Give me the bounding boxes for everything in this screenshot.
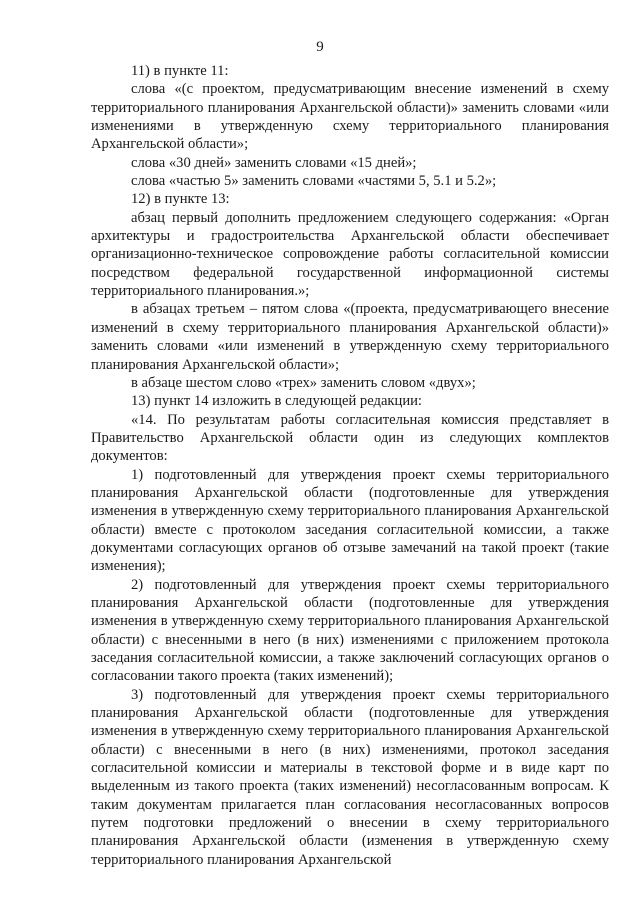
paragraph: слова «частью 5» заменить словами «частями 5, 5.1 и 5.2»;: [131, 173, 497, 190]
paragraph: слова «(с проектом, предусматривающим внесение изменений в схему территориального планирования Архангельской области)» заменить словами «или изменениями в утвержденную схему территориального планирования Архангельской области»;: [91, 81, 609, 153]
paragraph: в абзацах третьем – пятом слова «(проекта, предусматривающего внесение изменений в схему территориального планирования Архангельской области)» заменить словами «или изменений в утвержденную схему территориального планирования Архангельской области»;: [91, 301, 609, 373]
paragraph: 13) пункт 14 изложить в следующей редакции:: [131, 393, 422, 410]
paragraph: в абзаце шестом слово «трех» заменить словом «двух»;: [131, 374, 476, 391]
paragraph: 1) подготовленный для утверждения проект схемы территориального планирования Архангельской области (подготовленные для утверждения изменения в утвержденную схему территориального планирования Архангельской области) вместе с протоколом заседания согласительной комиссии, а также документами согласующих органов об отзыве замечаний на такой проект (такие изменения);: [91, 466, 609, 575]
page-number: 9: [316, 39, 324, 55]
document-body: [91, 62, 609, 869]
paragraph: 2) подготовленный для утверждения проект схемы территориального планирования Архангельской области (подготовленные для утверждения изменения в утвержденную схему территориального планирования Архангельской области) с внесенными в него (в них) изменениями с приложением протокола заседания согласительной комиссии, а также заключений согласующих органов о согласовании такого проекта (таких изменений);: [91, 576, 609, 685]
paragraph: 11) в пункте 11:: [131, 63, 229, 79]
paragraph: 12) в пункте 13:: [131, 191, 230, 208]
paragraph: 3) подготовленный для утверждения проект схемы территориального планирования Архангельской области (подготовленные для утверждения изменения в утвержденную схему территориального планирования Архангельской области) с внесенными в него (в них) изменениями, протокол заседания согласительной комиссии и материалы в текстовой форме и в виде карт по выделенным из такого проекта (таких изменений) несогласованным вопросам. К таким документам прилагается план согласования несогласованных вопросов путем подготовки предложений о внесении в схему территориального планирования Архангельской области (изменения в утвержденную схему территориального планирования Архангельской: [91, 686, 609, 868]
paragraph: абзац первый дополнить предложением следующего содержания: «Орган архитектуры и градостроительства Архангельской области обеспечивает организационно-техническое сопровождение работы согласительной комиссии посредством федеральной государственной информационной системы территориального планирования.»;: [91, 209, 609, 300]
paragraph: слова «30 дней» заменить словами «15 дней»;: [131, 154, 417, 171]
paragraph: «14. По результатам работы согласительная комиссия представляет в Правительство Архангельской области один из следующих комплектов документов:: [91, 411, 609, 465]
